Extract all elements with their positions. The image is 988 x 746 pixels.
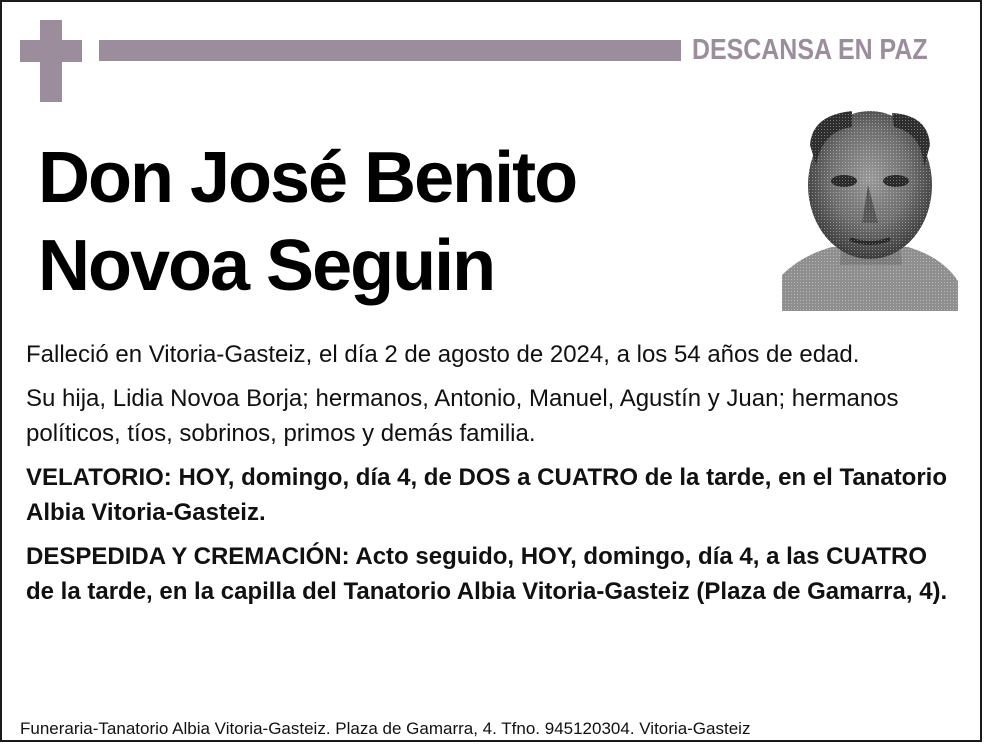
deceased-name <box>38 134 576 310</box>
death-notice: Falleció en Vitoria-Gasteiz, el día 2 de agosto de 2024, a los 54 años de edad. <box>26 341 860 368</box>
portrait-photo <box>782 105 958 311</box>
name-line-2: Novoa Seguin <box>38 226 495 306</box>
family-notice: Su hija, Lidia Novoa Borja; hermanos, Antonio, Manuel, Agustín y Juan; hermanos políticos, tíos, sobrinos, primos y demás familia. <box>26 385 899 447</box>
farewell-notice: DESPEDIDA Y CREMACIÓN: Acto seguido, HOY, domingo, día 4, a las CUATRO de la tarde, en la capilla del Tanatorio Albia Vitoria-Gasteiz (Plaza de Gamarra, 4). <box>26 543 948 605</box>
cross-horizontal-bar <box>20 40 82 62</box>
notice-body <box>26 337 961 618</box>
header-label: DESCANSA EN PAZ <box>692 34 928 66</box>
wake-notice: VELATORIO: HOY, domingo, día 4, de DOS a CUATRO de la tarde, en el Tanatorio Albia Vitoria-Gasteiz. <box>26 464 948 526</box>
funeral-home-footer: Funeraria-Tanatorio Albia Vitoria-Gasteiz. Plaza de Gamarra, 4. Tfno. 945120304. Vitoria-Gasteiz <box>20 719 751 738</box>
header-rule <box>99 40 681 61</box>
name-line-1: Don José Benito <box>38 138 577 218</box>
